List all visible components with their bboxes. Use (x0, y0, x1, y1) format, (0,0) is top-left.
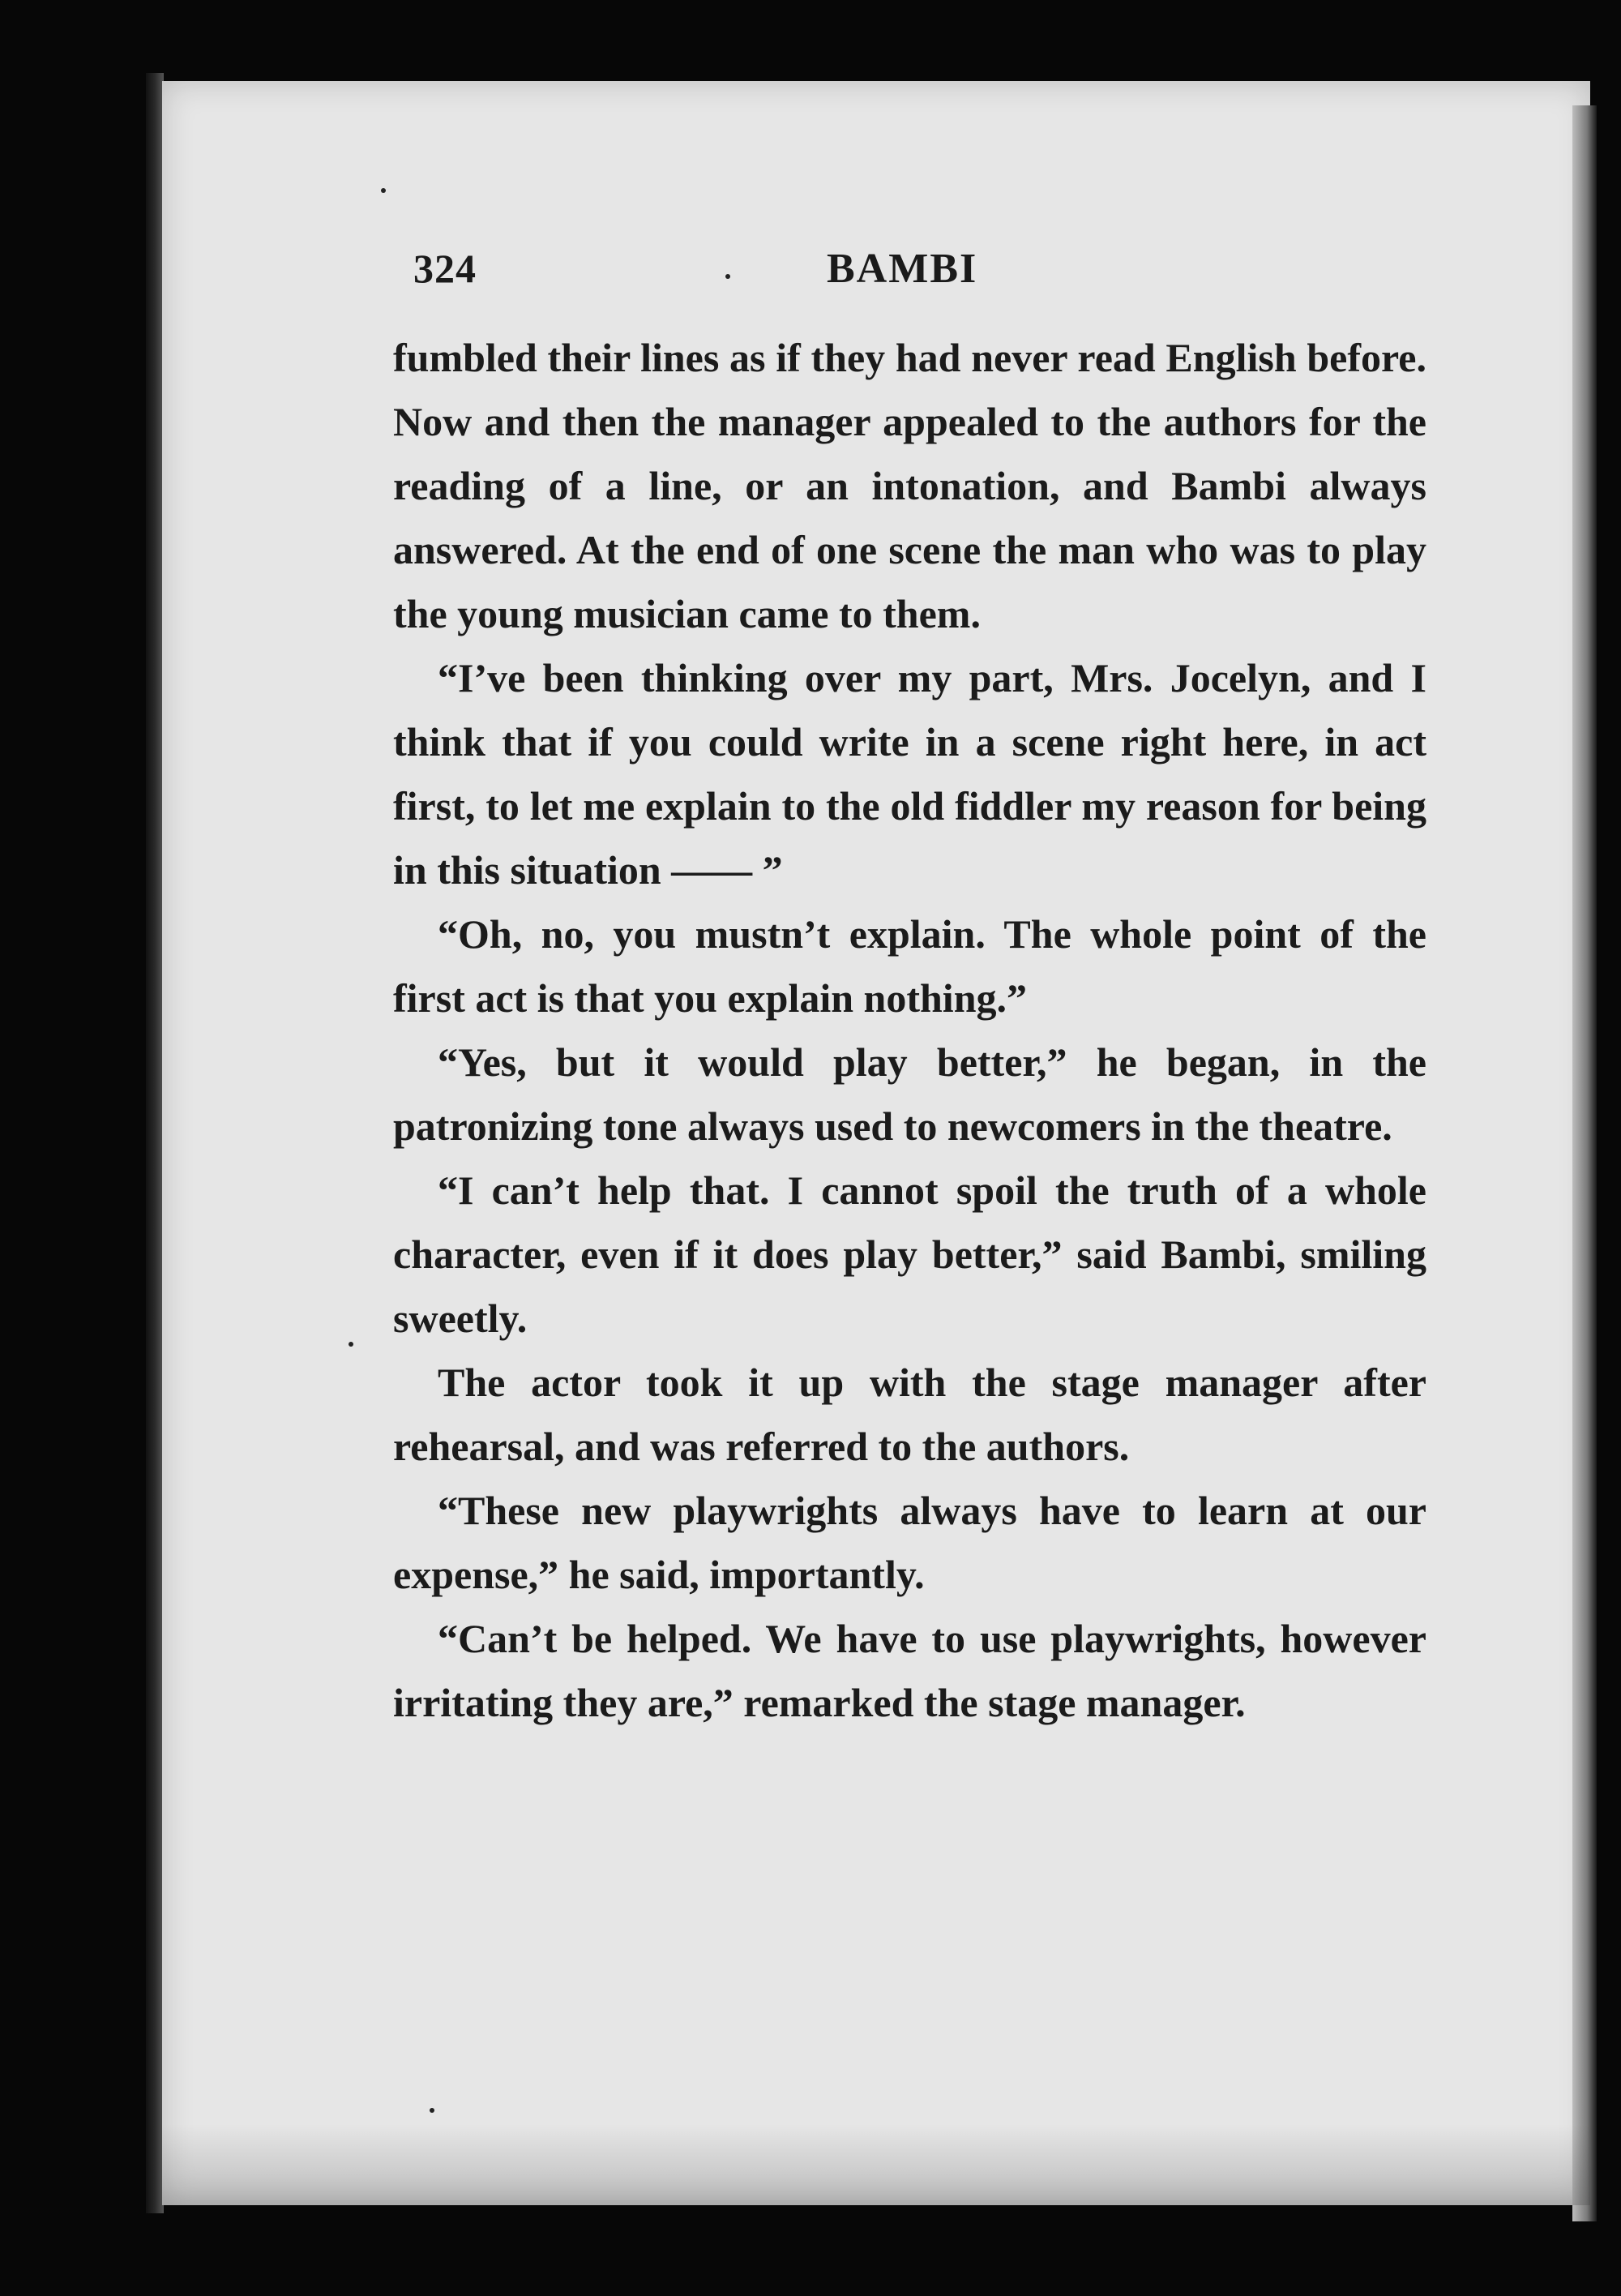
text-body (393, 326, 1426, 1735)
paragraph: “Can’t be helped. We have to use playwrights, however irritating they are,” remarked the stage manager. (393, 1616, 1426, 1725)
paragraph: fumbled their lines as if they had never read English before. Now and then the manager appealed to the authors for the reading of a line, or an intonation, and Bambi always answered. At the end of one scene the man who was to play the young musician came to them. (393, 335, 1426, 636)
running-title: BAMBI (827, 246, 978, 292)
page-left-edge (146, 73, 164, 2213)
page-number: 324 (413, 246, 477, 291)
page-speck (381, 188, 386, 193)
page-speck (349, 1342, 353, 1347)
page-bottom-shade (162, 2124, 1590, 2205)
paragraph: “I can’t help that. I cannot spoil the truth of a whole character, even if it does play better,” said Bambi, smiling sweetly. (393, 1167, 1426, 1341)
page-speck (430, 2108, 434, 2113)
running-head (413, 245, 1426, 302)
paragraph: “These new playwrights always have to learn at our expense,” he said, importantly. (393, 1488, 1426, 1597)
paragraph: The actor took it up with the stage manager after rehearsal, and was referred to the authors. (393, 1360, 1426, 1469)
paragraph: “I’ve been thinking over my part, Mrs. Jocelyn, and I think that if you could write in a scene right here, in act first, to let me explain to the old fiddler my reason for being in this situation —— ” (393, 655, 1426, 893)
paragraph: “Yes, but it would play better,” he began, in the patronizing tone always used to newcomers in the theatre. (393, 1039, 1426, 1149)
page-right-edge (1572, 105, 1597, 2221)
paragraph: “Oh, no, you mustn’t explain. The whole point of the first act is that you explain nothing.” (393, 911, 1426, 1021)
